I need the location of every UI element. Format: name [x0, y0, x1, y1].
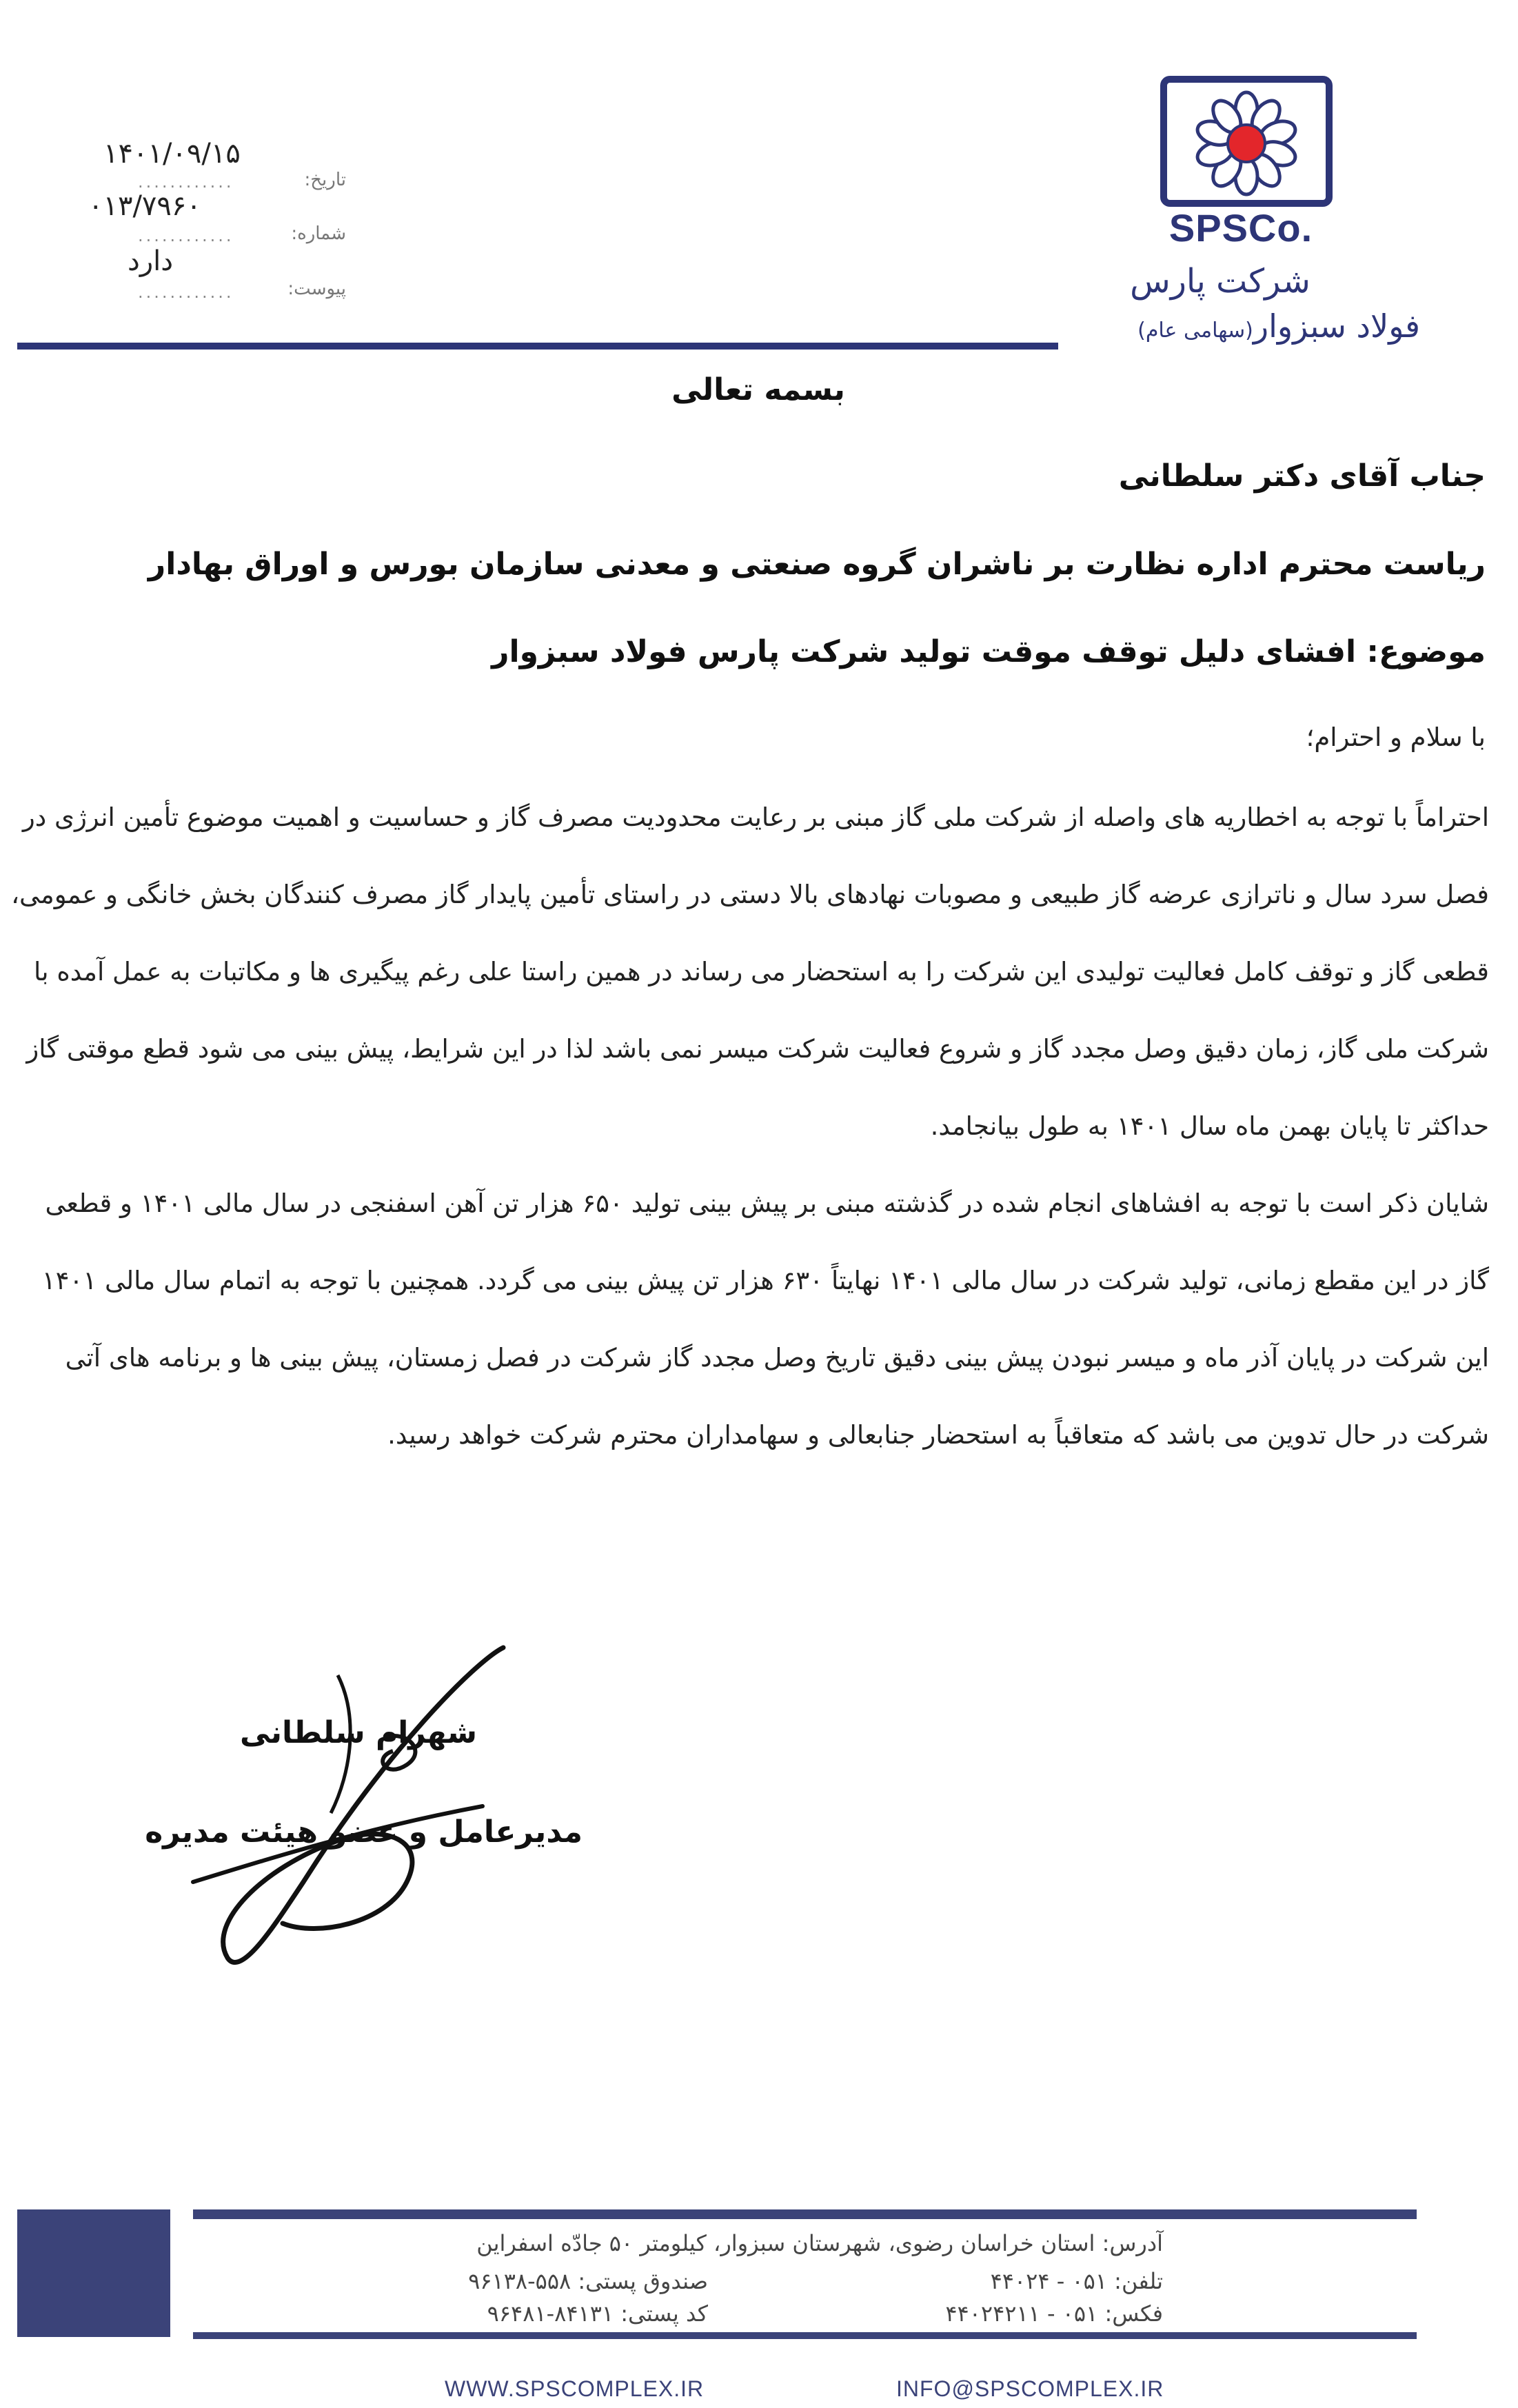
logo-brand-text: SPSCo.: [1168, 206, 1313, 250]
footer-postal-code: کد پستی: ۸۴۱۳۱-۹۶۴۸۱: [487, 2300, 708, 2327]
signer-name: شهرام سلطانی: [240, 1715, 477, 1750]
logo-name-suffix: (سهامی عام): [1137, 318, 1253, 343]
paragraph-line: احتراماً با توجه به اخطاریه های واصله از شرکت ملی گاز مبنی بر رعایت محدودیت مصرف گاز و حساسیت و اهمیت موضوع تأمین انرژی در: [22, 802, 1489, 832]
paragraph-line: گاز در این مقطع زمانی، تولید شرکت در سال مالی ۱۴۰۱ نهایتاً ۶۳۰ هزار تن پیش بینی می گردد. همچنین با توجه به اتمام سال مالی ۱۴۰۱: [41, 1266, 1489, 1295]
footer-phone: تلفن: ۰۵۱ - ۴۴۰۲۴: [990, 2268, 1163, 2294]
footer-bottom-rule: [193, 2332, 1417, 2339]
letter-number-value: ۰۱۳/۷۹۶۰: [88, 190, 201, 222]
attachment-value: دارد: [128, 245, 174, 277]
footer-fax: فکس: ۰۵۱ - ۴۴۰۲۴۲۱۱: [945, 2300, 1163, 2327]
footer-top-rule: [193, 2209, 1417, 2219]
attachment-label: پیوست:: [287, 279, 346, 299]
logo-company-name: شرکت پارس: [1130, 262, 1310, 301]
footer-po-box: صندوق پستی: ۵۵۸-۹۶۱۳۸: [468, 2268, 708, 2294]
handwritten-signature: [179, 1634, 538, 1979]
flower-emblem-icon: [1160, 76, 1333, 207]
date-dots: ............: [138, 172, 234, 192]
greeting: با سلام و احترام؛: [1306, 722, 1486, 752]
bismillah-heading: بسمه تعالی: [671, 372, 845, 407]
letter-subject: موضوع: افشای دلیل توقف موقت تولید شرکت پارس فولاد سبزوار: [492, 634, 1486, 669]
footer-website-link[interactable]: WWW.SPSCOMPLEX.IR: [445, 2376, 705, 2401]
paragraph-line: این شرکت در پایان آذر ماه و میسر نبودن پیش بینی دقیق تاریخ وصل مجدد گاز شرکت در فصل زمستان، پیش بینی ها و برنامه های آتی: [65, 1343, 1489, 1373]
logo-company-name-line2: [1062, 307, 1420, 345]
footer-address: آدرس: استان خراسان رضوی، شهرستان سبزوار، کیلومتر ۵۰ جادّه اسفراین: [476, 2230, 1163, 2256]
footer-email-link[interactable]: INFO@SPSCOMPLEX.IR: [896, 2376, 1164, 2401]
footer-color-block: [17, 2209, 170, 2337]
paragraph-line: فصل سرد سال و ناترازی عرضه گاز طبیعی و مصوبات نهادهای بالا دستی در راستای تأمین پایدار گاز مصرف کنندگان بخش خانگی و عمومی،: [11, 880, 1489, 909]
date-label: تاریخ:: [304, 170, 346, 190]
paragraph-line: شرکت ملی گاز، زمان دقیق وصل مجدد گاز و شروع فعالیت شرکت میسر نمی باشد لذا در این شرایط، پیش بینی می شود قطع موقتی گاز: [26, 1034, 1489, 1064]
paragraph-2: [17, 1165, 1489, 1474]
attachment-dots: ............: [138, 283, 234, 302]
paragraph-line: شرکت در حال تدوین می باشد که متعاقباً به استحضار جنابعالی و سهامداران محترم شرکت خواهد رسید.: [387, 1420, 1489, 1450]
paragraph-line: حداکثر تا پایان بهمن ماه سال ۱۴۰۱ به طول بیانجامد.: [930, 1111, 1489, 1141]
header-divider: [17, 343, 1058, 350]
paragraph-line: قطعی گاز و توقف کامل فعالیت تولیدی این شرکت را به استحضار می رساند در همین راستا علی رغم پیگیری ها و مکاتبات به عمل آمده با: [33, 957, 1489, 987]
signer-title: مدیرعامل و عضو هیئت مدیره: [145, 1814, 583, 1850]
letter-number-label: شماره:: [291, 223, 346, 244]
number-dots: ............: [138, 226, 234, 245]
date-value: ۱۴۰۱/۰۹/۱۵: [103, 138, 241, 170]
logo-name-line2-text: فولاد سبزوار: [1253, 307, 1420, 345]
recipient-title: ریاست محترم اداره نظارت بر ناشران گروه صنعتی و معدنی سازمان بورس و اوراق بهادار: [148, 547, 1486, 582]
paragraph-line: شایان ذکر است با توجه به افشاهای انجام شده در گذشته مبنی بر پیش بینی تولید ۶۵۰ هزار تن آهن اسفنجی در سال مالی ۱۴۰۱ و قطعی: [45, 1188, 1489, 1218]
recipient-name: جناب آقای دکتر سلطانی: [1118, 458, 1486, 494]
paragraph-1: [11, 779, 1489, 1165]
